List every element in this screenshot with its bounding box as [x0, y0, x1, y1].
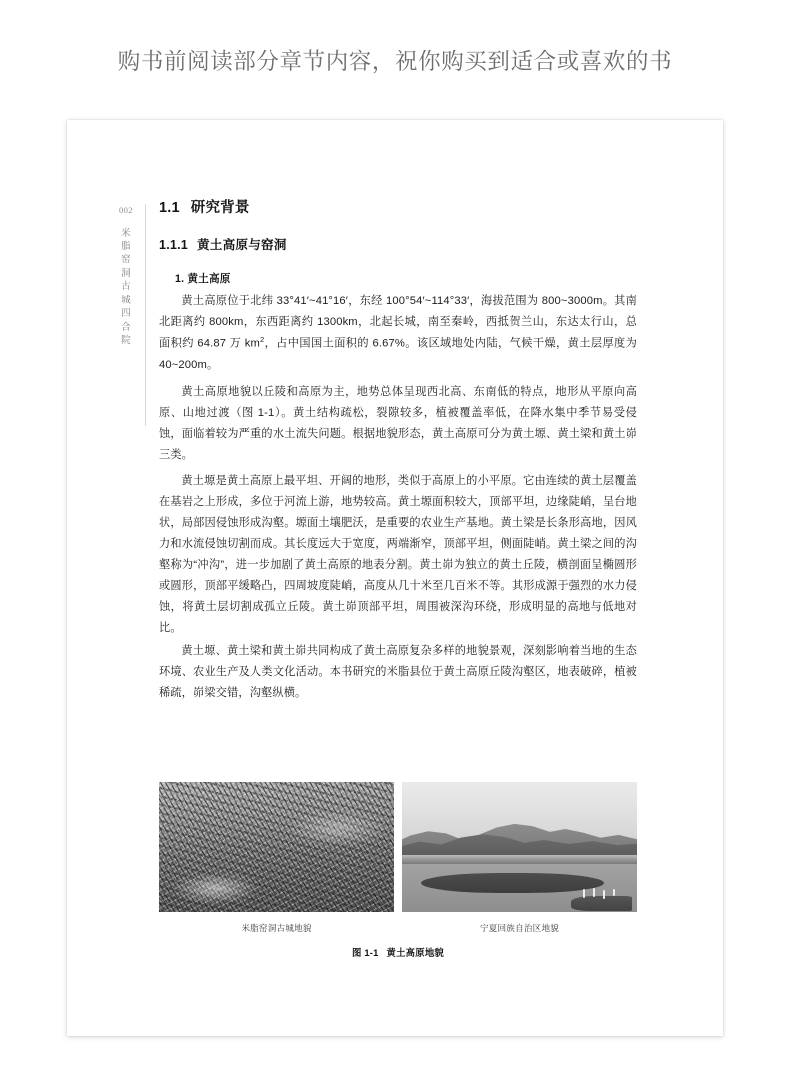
body-paragraph-3: 黄土塬是黄土高原上最平坦、开阔的地形，类似于高原上的小平原。它由连续的黄土层覆盖在基岩之上形成，多位于河流上游，地势较高。黄土塬面积较大，顶部平坦，边缘陡峭，呈台地状，局部因侵蚀形成沟壑。塬面土壤肥沃，是重要的农业生产基地。黄土梁是长条形高地，因风力和水流侵蚀切割而成。其长度远大于宽度，两端渐窄，顶部平坦，侧面陡峭。黄土梁之间的沟壑称为“冲沟”，进一步加剧了黄土高原的地表分割。黄土峁为独立的黄土丘陵，横剖面呈椭圆形或圆形，顶部平缓略凸，四周坡度陡峭，高度从几十米至几百米不等。其形成源于强烈的水力侵蚀，将黄土层切割成孤立丘陵。黄土峁顶部平坦，周围被深沟环绕，形成明显的高地与低地对比。 [159, 475, 637, 634]
running-head-ch-7: 四 [121, 308, 131, 320]
running-head-ch-3: 窑 [121, 254, 131, 266]
page-text-column [159, 200, 637, 704]
figure-title-text: 黄土高原地貌 [386, 947, 444, 959]
page-number: 002 [119, 205, 133, 215]
promo-banner [0, 0, 790, 120]
running-head-ch-5: 古 [121, 281, 131, 293]
photo-person-1 [583, 889, 585, 898]
running-head-ch-8: 合 [121, 321, 131, 333]
figure-photo-row [159, 782, 637, 934]
running-head [111, 227, 141, 348]
running-head-ch-4: 洞 [121, 267, 131, 279]
section-number: 1.1 [159, 200, 180, 216]
photo-caption-right: 宁夏回族自治区地貌 [479, 923, 560, 933]
running-head-ch-9: 院 [121, 335, 131, 347]
figure-cell-left [159, 782, 394, 934]
subsection-title: 黄土高原与窑洞 [197, 238, 287, 253]
photo-people [581, 883, 619, 901]
item-heading: 1. 黄土高原 [175, 272, 231, 285]
figure-title [159, 945, 637, 959]
photo-island [421, 873, 604, 893]
figure-number: 图 1-1 [352, 947, 379, 959]
margin-divider-rule [145, 204, 146, 426]
photo-person-3 [603, 890, 605, 899]
promo-banner-text: 购书前阅读部分章节内容，祝你购买到适合或喜欢的书 [117, 49, 673, 74]
body-paragraph-1 [159, 291, 637, 375]
photo-embankment [402, 855, 637, 864]
photo-loess-terrain [159, 782, 394, 912]
figure-cell-right [402, 782, 637, 934]
book-page-sheet [67, 120, 723, 1036]
photo-person-4 [613, 889, 615, 896]
section-title: 研究背景 [190, 200, 250, 216]
body-paragraph-2: 黄土高原地貌以丘陵和高原为主，地势总体呈现西北高、东南低的特点，地形从平原向高原、山地过渡（图 1-1）。黄土结构疏松，裂隙较多，植被覆盖率低，在降水集中季节易受侵蚀，面临着较为严重的水土流失问题。根据地貌形态，黄土高原可分为黄土塬、黄土梁和黄土峁三类。 [159, 385, 637, 461]
running-head-ch-2: 脂 [121, 240, 131, 252]
subsection-heading [159, 238, 637, 253]
photo-person-2 [593, 888, 595, 897]
paragraph-1-lead: 黄土高原位于北纬 33°41′~41°16′，东经 100°54′~114°33′，海拔范围为 800~3000m。其南北距离约 800km，东西距离约 1300km，北起长城，南至秦岭，西抵贺兰山，东达太行山，总面积约 64.87 万 km [159, 295, 637, 350]
subsection-number: 1.1.1 [159, 238, 189, 253]
figure-block [159, 782, 637, 959]
paragraph-1-superscript: 2 [259, 335, 265, 345]
section-heading [159, 200, 637, 217]
photo-caption-left: 米脂窑洞古城地貌 [241, 923, 312, 933]
photo-ningxia-landscape [402, 782, 637, 912]
page-margin-column [111, 206, 141, 348]
running-head-ch-1: 米 [121, 227, 131, 239]
running-head-ch-6: 城 [121, 294, 131, 306]
paragraph-1-tail: ，占中国国土面积的 6.67%。该区域地处内陆，气候干燥，黄土层厚度为 40~200m。 [159, 337, 637, 371]
body-paragraph-4: 黄土塬、黄土梁和黄土峁共同构成了黄土高原复杂多样的地貌景观，深刻影响着当地的生态环境、农业生产及人类文化活动。本书研究的米脂县位于黄土高原丘陵沟壑区，地表破碎，植被稀疏，峁梁交错，沟壑纵横。 [159, 644, 637, 699]
